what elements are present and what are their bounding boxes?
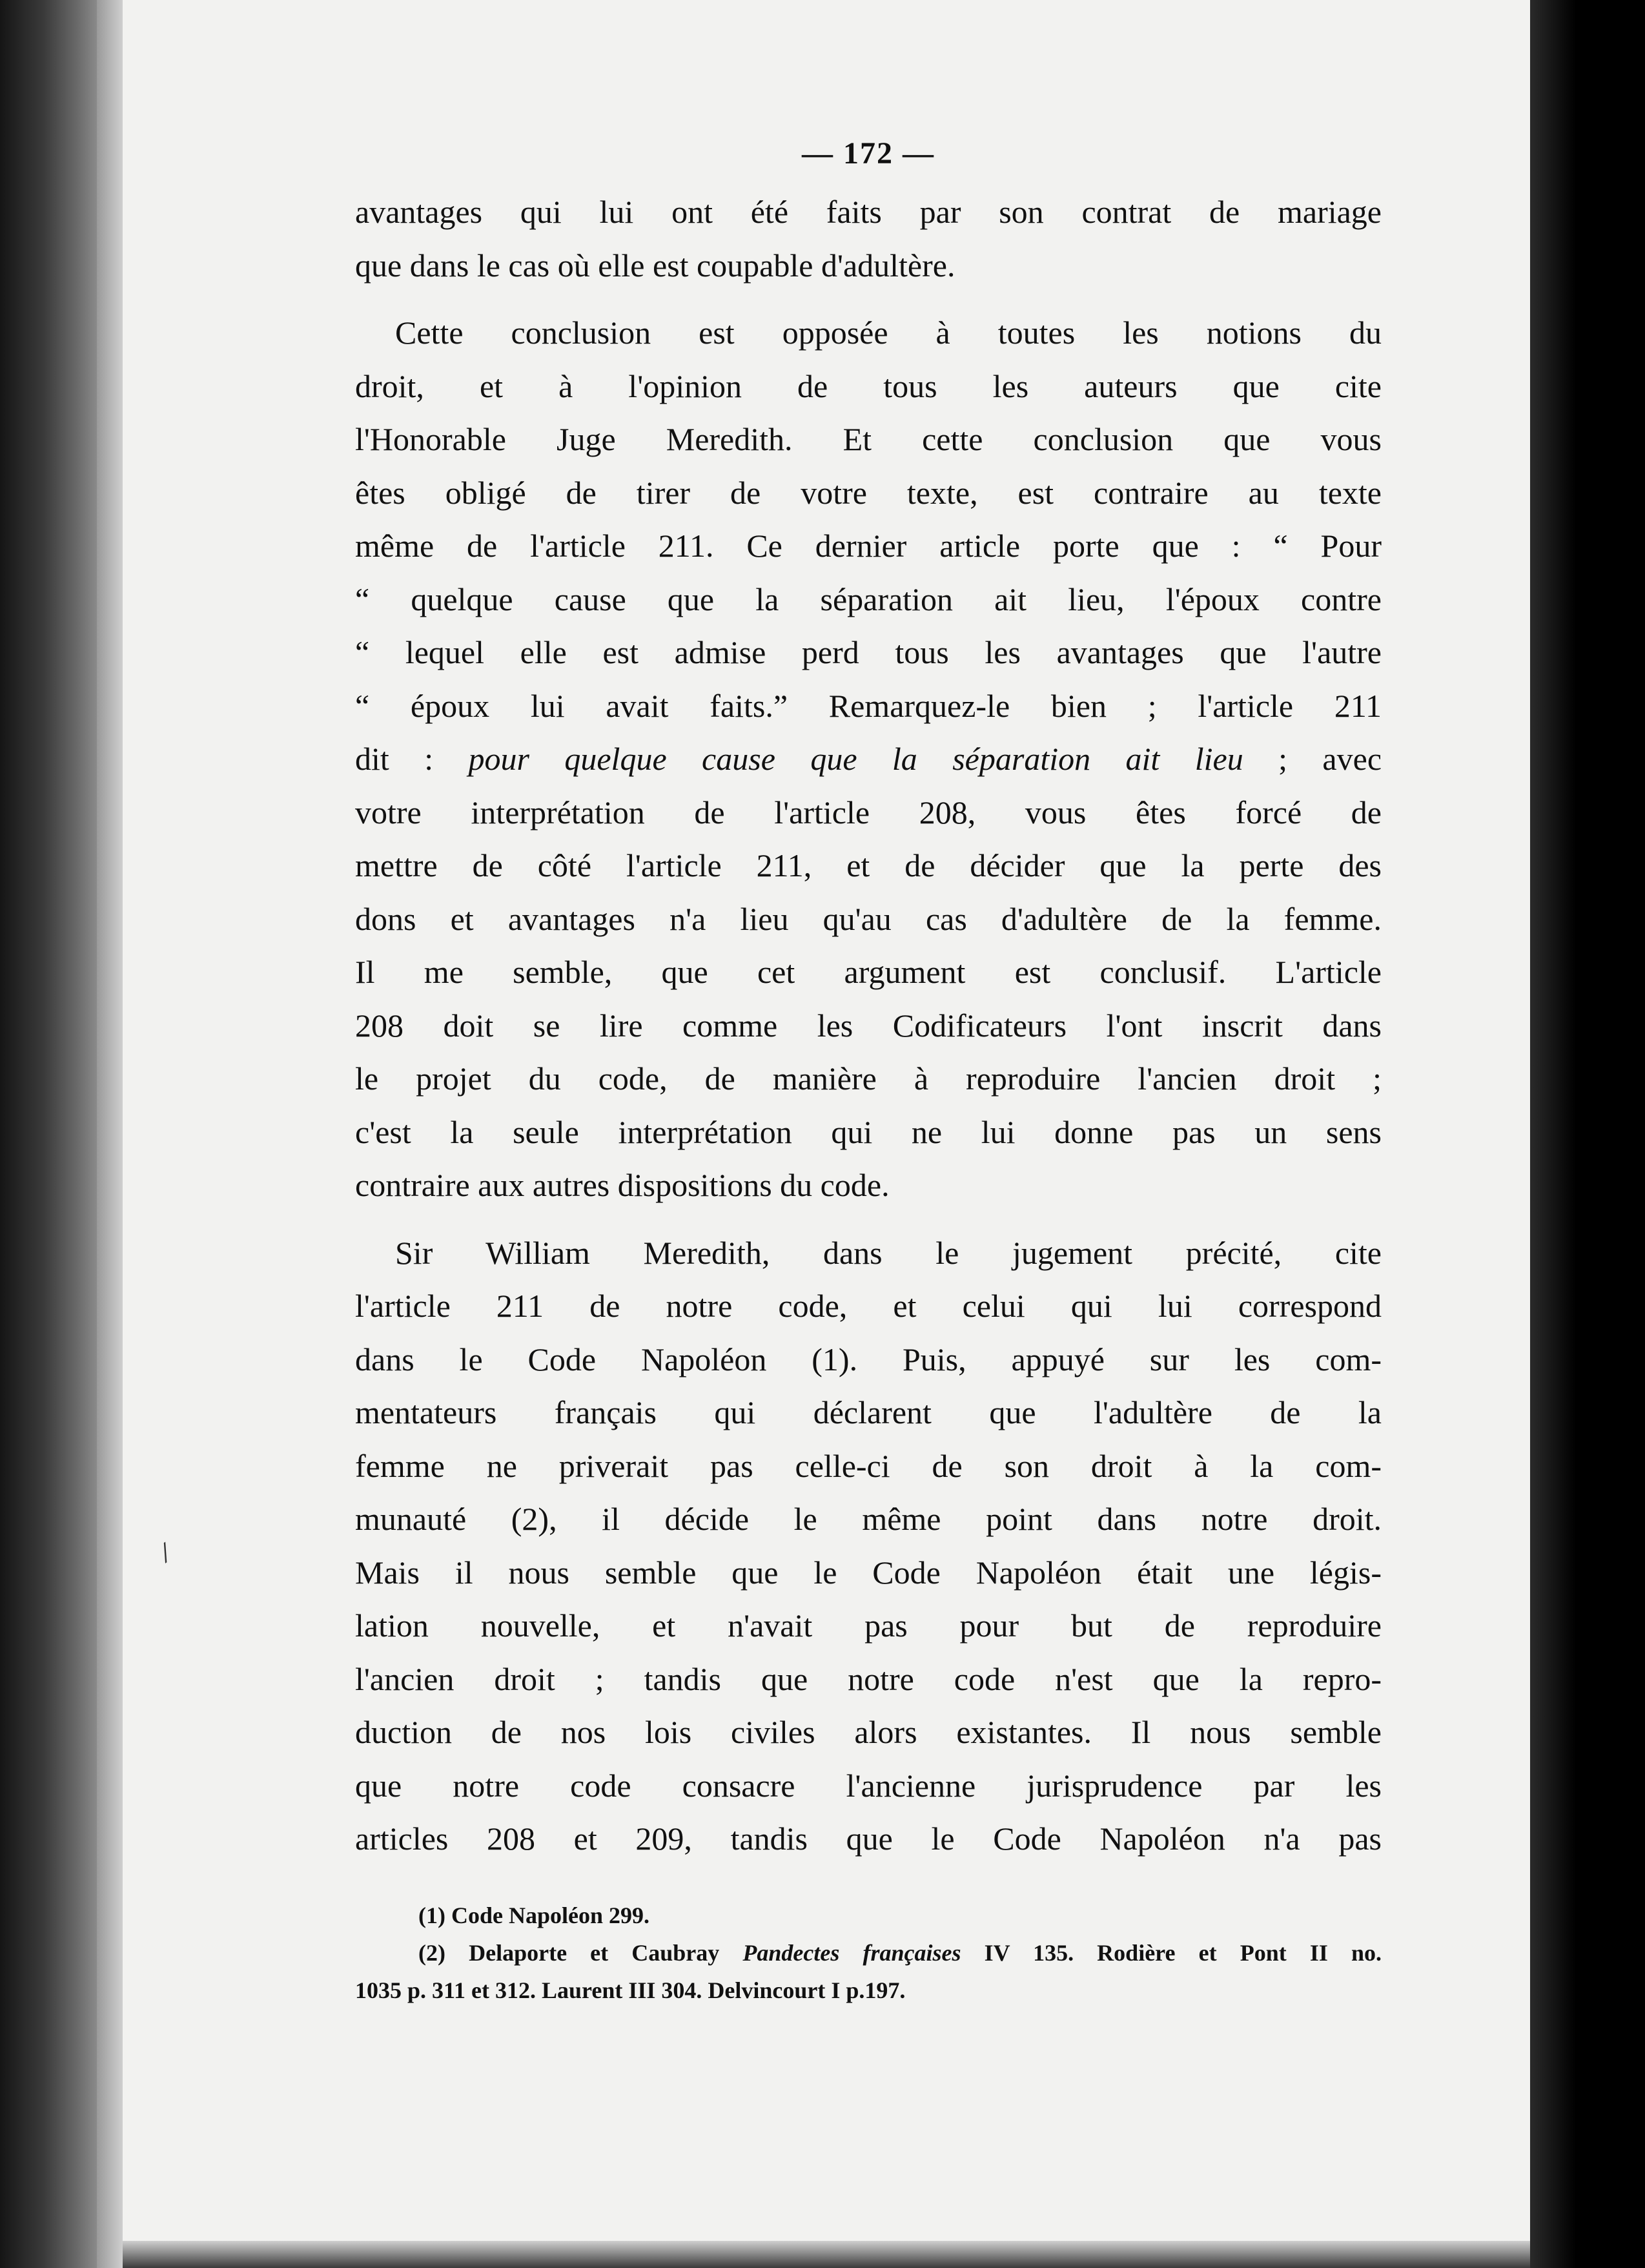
text-line: contraire aux autres dispositions du code.: [355, 1167, 890, 1203]
text-line: duction de nos lois civiles alors existantes. Il nous semble: [355, 1714, 1382, 1750]
dit-suffix: ; avec: [1278, 741, 1382, 777]
text-line: Sir William Meredith, dans le jugement précité, cite: [395, 1234, 1382, 1271]
footnote-italic-title: Pandectes françaises: [742, 1939, 961, 1966]
footnote-line: [355, 1934, 1382, 1972]
page-number: — 172 —: [802, 136, 935, 170]
italic-quote: pour quelque cause que la séparation ait lieu: [468, 741, 1243, 777]
text-line: le projet du code, de manière à reproduire l'ancien droit ;: [355, 1060, 1382, 1097]
text-line: l'article 211 de notre code, et celui qui lui correspond: [355, 1288, 1382, 1324]
text-line: “ quelque cause que la séparation ait lieu, l'époux contre: [355, 581, 1382, 617]
page-gutter: [97, 0, 123, 2268]
footnote-line: 1035 p. 311 et 312. Laurent III 304. Delvincourt I p.197.: [355, 1977, 906, 2003]
text-line: même de l'article 211. Ce dernier article porte que : “ Pour: [355, 528, 1382, 564]
text-line: Cette conclusion est opposée à toutes les notions du: [395, 314, 1382, 351]
text-line: mentateurs français qui déclarent que l'adultère de la: [355, 1394, 1382, 1430]
text-line: votre interprétation de l'article 208, vous êtes forcé de: [355, 794, 1382, 830]
text-line: que dans le cas où elle est coupable d'adultère.: [355, 247, 955, 284]
text-line: femme ne priverait pas celle-ci de son droit à la com-: [355, 1447, 1382, 1484]
text-line: droit, et à l'opinion de tous les auteurs que cite: [355, 367, 1382, 404]
footnote-2: [355, 1934, 1382, 2009]
text-line: “ lequel elle est admise perd tous les avantages que l'autre: [355, 634, 1382, 670]
book-binding-shadow: [0, 0, 97, 2268]
paragraph-3: [355, 1226, 1382, 1866]
text-line: lation nouvelle, et n'avait pas pour but de reproduire: [355, 1607, 1382, 1644]
text-line: avantages qui lui ont été faits par son contrat de mariage: [355, 194, 1382, 230]
margin-pencil-mark: ⁄: [156, 1541, 176, 1566]
text-line: l'Honorable Juge Meredith. Et cette conclusion que vous: [355, 421, 1382, 457]
text-line: dans le Code Napoléon (1). Puis, appuyé sur les com-: [355, 1341, 1382, 1377]
text-line: Il me semble, que cet argument est conclusif. L'article: [355, 954, 1382, 990]
paragraph-2: [355, 306, 1382, 1212]
text-line: munauté (2), il décide le même point dans notre droit.: [355, 1501, 1382, 1537]
dit-prefix: dit :: [355, 741, 469, 777]
text-line-with-italic: [355, 732, 1382, 786]
footnote-text: (1) Code Napoléon 299.: [418, 1902, 649, 1928]
text-line: dons et avantages n'a lieu qu'au cas d'adultère de la femme.: [355, 900, 1382, 937]
text-line: l'ancien droit ; tandis que notre code n'est que la repro-: [355, 1660, 1382, 1697]
text-block: [355, 136, 1382, 2009]
text-line: Mais il nous semble que le Code Napoléon était une légis-: [355, 1554, 1382, 1591]
footnote-refs: IV 135. Rodière et Pont II no.: [961, 1939, 1382, 1966]
footnote-authors: (2) Delaporte et Caubray: [418, 1939, 743, 1966]
text-line: êtes obligé de tirer de votre texte, est contraire au texte: [355, 474, 1382, 511]
footnote-1: [355, 1897, 1382, 1934]
text-line: mettre de côté l'article 211, et de décider que la perte des: [355, 847, 1382, 883]
text-line: articles 208 et 209, tandis que le Code Napoléon n'a pas: [355, 1820, 1382, 1857]
right-scan-border: [1530, 0, 1645, 2268]
text-line: 208 doit se lire comme les Codificateurs l'ont inscrit dans: [355, 1007, 1382, 1044]
bottom-edge-shadow: [123, 2241, 1530, 2268]
text-line: que notre code consacre l'ancienne jurisprudence par les: [355, 1767, 1382, 1804]
paragraph-1: [355, 185, 1382, 292]
text-line: “ époux lui avait faits.” Remarquez-le bien ; l'article 211: [355, 687, 1382, 724]
text-line: c'est la seule interprétation qui ne lui donne pas un sens: [355, 1113, 1382, 1150]
